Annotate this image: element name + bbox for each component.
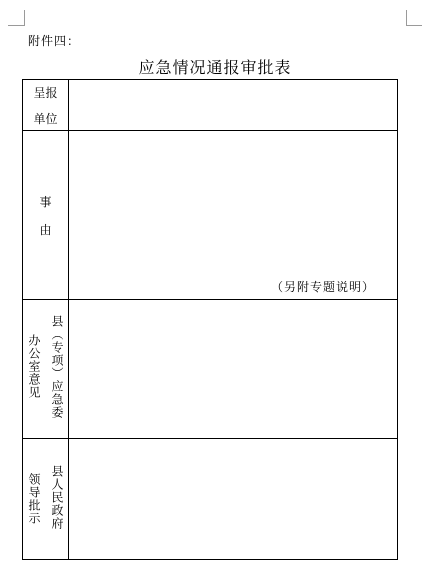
government-instruction-label-col2: 领导批示 (27, 473, 41, 525)
reason-label-char1: 事 (39, 195, 52, 209)
reason-attachment-note: （另附专题说明） (270, 280, 375, 294)
crop-mark-top-right-horizontal (406, 25, 422, 26)
table-row-office-opinion (23, 300, 398, 439)
reporting-unit-label-line1: 呈报 (33, 86, 58, 100)
government-instruction-label-col1: 县人民政府 (50, 465, 64, 530)
table-row-government-instruction (23, 439, 398, 560)
form-title: 应急情况通报审批表 (138, 58, 292, 77)
reporting-unit-label-cell (23, 80, 69, 131)
crop-mark-top-right-vertical (406, 10, 407, 26)
office-opinion-label-col1: 县（专项）应急委 (50, 315, 64, 419)
table-row-reporting-unit (23, 80, 398, 131)
office-opinion-input-cell[interactable] (69, 300, 398, 439)
crop-mark-top-left-horizontal (8, 25, 24, 26)
reporting-unit-input-cell[interactable] (69, 80, 398, 131)
attachment-label: 附件四： (28, 34, 81, 48)
table-row-reason (23, 131, 398, 300)
office-opinion-label-col2: 办公室意见 (27, 334, 41, 399)
government-instruction-input-cell[interactable] (69, 439, 398, 560)
reporting-unit-label-line2: 单位 (33, 112, 58, 126)
government-instruction-label-cell (23, 439, 69, 560)
office-opinion-label-cell (23, 300, 69, 439)
reason-label-char2: 由 (39, 223, 52, 237)
crop-mark-top-left-vertical (24, 10, 25, 26)
reason-label-cell (23, 131, 69, 300)
approval-form-table (22, 79, 398, 560)
reason-input-cell[interactable] (69, 131, 398, 300)
